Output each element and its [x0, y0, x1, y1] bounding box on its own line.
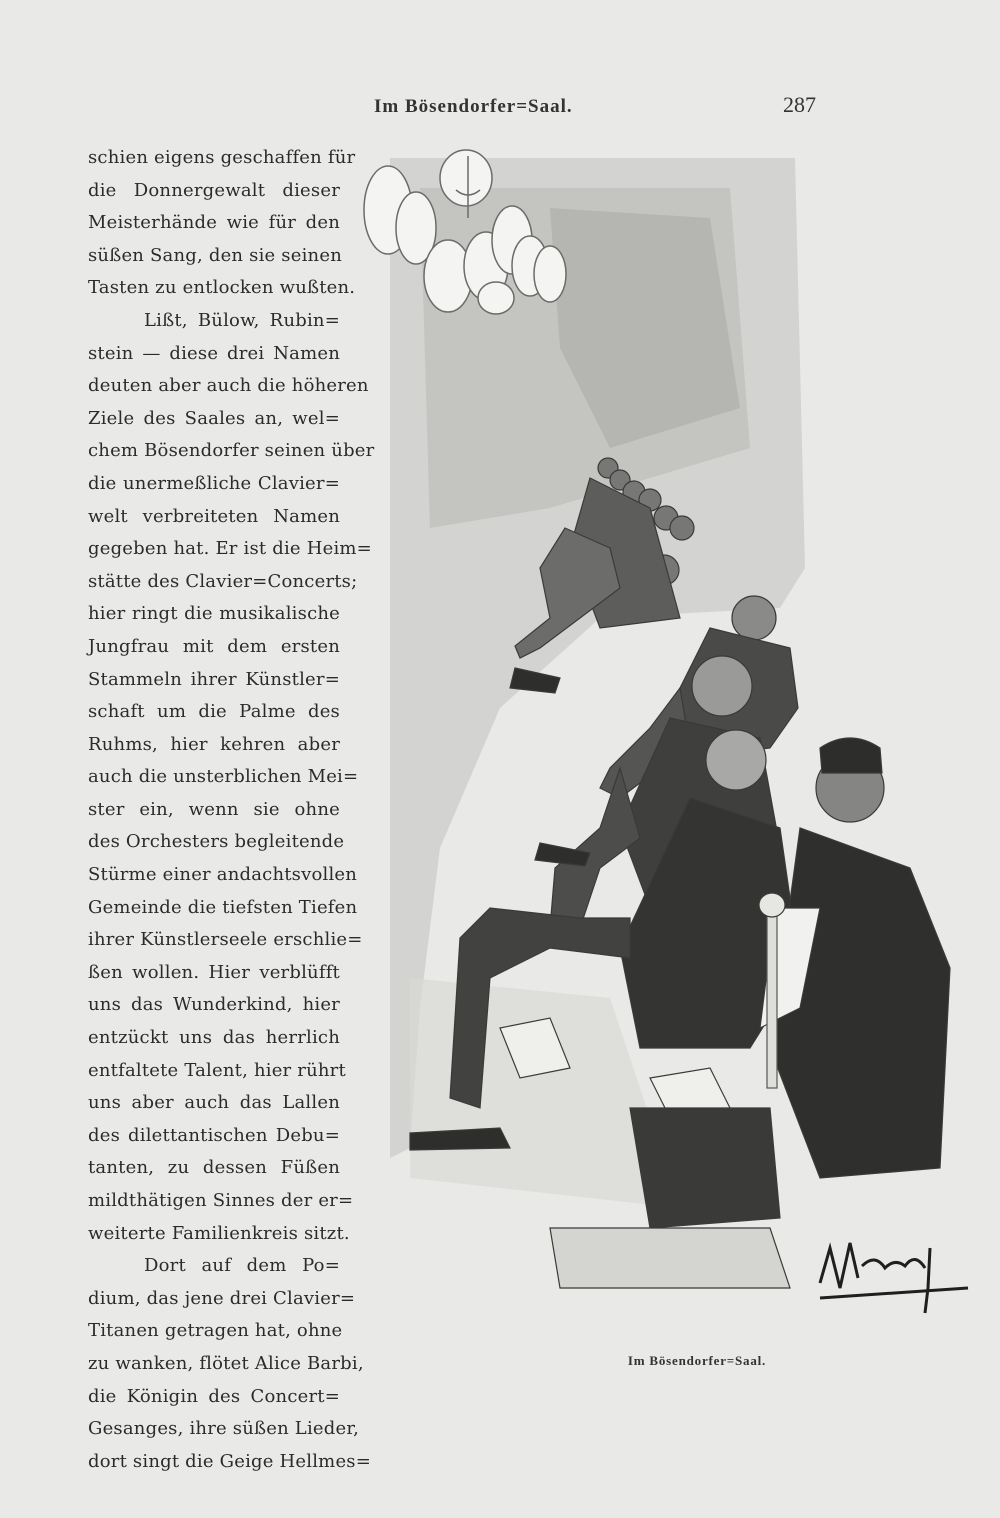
text-line: ßen wollen. Hier verblüfft [88, 961, 340, 983]
text-line: schaft um die Palme des [88, 701, 340, 723]
text-line: auch die unsterblichen Mei= [88, 766, 359, 788]
text-line: zu wanken, flötet Alice Barbi, [88, 1352, 364, 1374]
text-line: chem Bösendorfer seinen über [88, 440, 375, 462]
text-line: Gesanges, ihre süßen Lieder, [88, 1418, 360, 1440]
illustration-caption: Im Bösendorfer=Saal. [627, 1353, 767, 1368]
text-line: stein — diese drei Namen [88, 342, 340, 364]
text-line: uns aber auch das Lallen [88, 1092, 340, 1114]
text-line: gegeben hat. Er ist die Heim= [88, 538, 372, 560]
text-line: stätte des Clavier=Concerts; [88, 570, 358, 592]
text-line: des Orchesters begleitende [88, 831, 345, 853]
text-line: die unermeßliche Clavier= [88, 472, 340, 494]
text-line: entfaltete Talent, hier rührt [88, 1059, 346, 1081]
text-line: mildthätigen Sinnes der er= [88, 1190, 354, 1211]
text-line: Ruhms, hier kehren aber [88, 733, 340, 755]
text-line: Meisterhände wie für den [88, 212, 340, 234]
text-line: Titanen getragen hat, ohne [88, 1320, 343, 1342]
page-number: 287 [783, 92, 816, 117]
text-line: tanten, zu dessen Füßen [88, 1157, 340, 1179]
text-line: Lißt, Bülow, Rubin= [144, 309, 340, 331]
page-header [370, 92, 820, 132]
text-line: des dilettantischen Debu= [88, 1124, 340, 1146]
text-line: Jungfrau mit dem ersten [88, 635, 340, 657]
body-text-column [88, 142, 375, 1478]
text-line: ihrer Künstlerseele erschlie= [88, 929, 363, 951]
text-line: Dort auf dem Po= [144, 1255, 340, 1277]
text-line: Tasten zu entlocken wußten. [88, 277, 356, 299]
text-line: die Königin des Concert= [88, 1385, 340, 1407]
text-line: hier ringt die musikalische [88, 603, 340, 625]
concert-hall-illustration [350, 148, 980, 1338]
text-line: süßen Sang, den sie seinen [88, 244, 342, 266]
text-line: Ziele des Saales an, wel= [88, 407, 340, 429]
text-line: Stammeln ihrer Künstler= [88, 668, 340, 690]
text-line: deuten aber auch die höheren [88, 375, 369, 397]
text-line: ster ein, wenn sie ohne [88, 798, 340, 820]
artist-signature [820, 1243, 968, 1313]
text-line: uns das Wunderkind, hier [88, 994, 340, 1016]
text-line: weiterte Familienkreis sitzt. [88, 1222, 350, 1244]
text-line: welt verbreiteten Namen [88, 505, 340, 527]
text-line: dium, das jene drei Clavier= [88, 1287, 356, 1309]
text-line: dort singt die Geige Hellmes= [88, 1450, 372, 1472]
text-line: Gemeinde die tiefsten Tiefen [88, 896, 358, 918]
text-line: Stürme einer andachtsvollen [88, 864, 358, 886]
text-line: die Donnergewalt dieser [88, 179, 340, 201]
text-line: entzückt uns das herrlich [88, 1027, 340, 1049]
text-line: schien eigens geschaffen für [88, 147, 356, 168]
running-head: Im Bösendorfer=Saal. [374, 96, 573, 117]
